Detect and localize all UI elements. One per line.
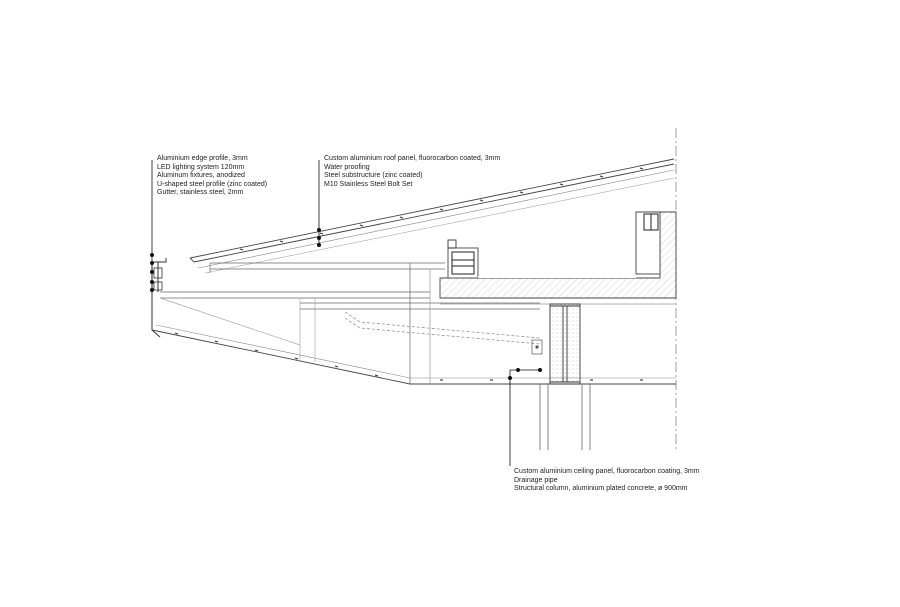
annotation-line: M10 Stainless Steel Bolt Set — [324, 180, 413, 188]
ceiling-panel-annotation — [514, 468, 700, 494]
drainage-pipe — [345, 312, 542, 354]
annotation-line: Aluminum fixtures, anodized — [157, 172, 245, 180]
annotation-line: Aluminium edge profile, 3mm — [157, 155, 248, 162]
annotation-line: Custom aluminium ceiling panel, fluorocarbon coating, 3mm — [514, 468, 700, 475]
edge-profile — [152, 258, 166, 337]
annotation-line: Structural column, aluminium plated concrete, ø 900mm — [514, 485, 688, 493]
annotation-line: Custom aluminium roof panel, fluorocarbon coated, 3mm — [324, 155, 501, 162]
annotation-line: U-shaped steel profile (zinc coated) — [157, 180, 268, 188]
ceiling-panel — [152, 325, 676, 384]
edge-profile-annotation — [157, 155, 267, 198]
annotation-line: LED lighting system 120mm — [157, 163, 245, 171]
structural-column — [540, 304, 590, 450]
concrete-slab — [440, 212, 676, 298]
roof-panel-annotation — [324, 155, 500, 189]
steel-brackets — [448, 214, 658, 274]
annotation-line: Steel substructure (zinc coated) — [324, 172, 423, 180]
annotation-line: Water proofing — [324, 163, 370, 171]
annotation-line: Drainage pipe — [514, 476, 558, 484]
annotation-line: Gutter, stainless steel, 2mm — [157, 189, 244, 197]
